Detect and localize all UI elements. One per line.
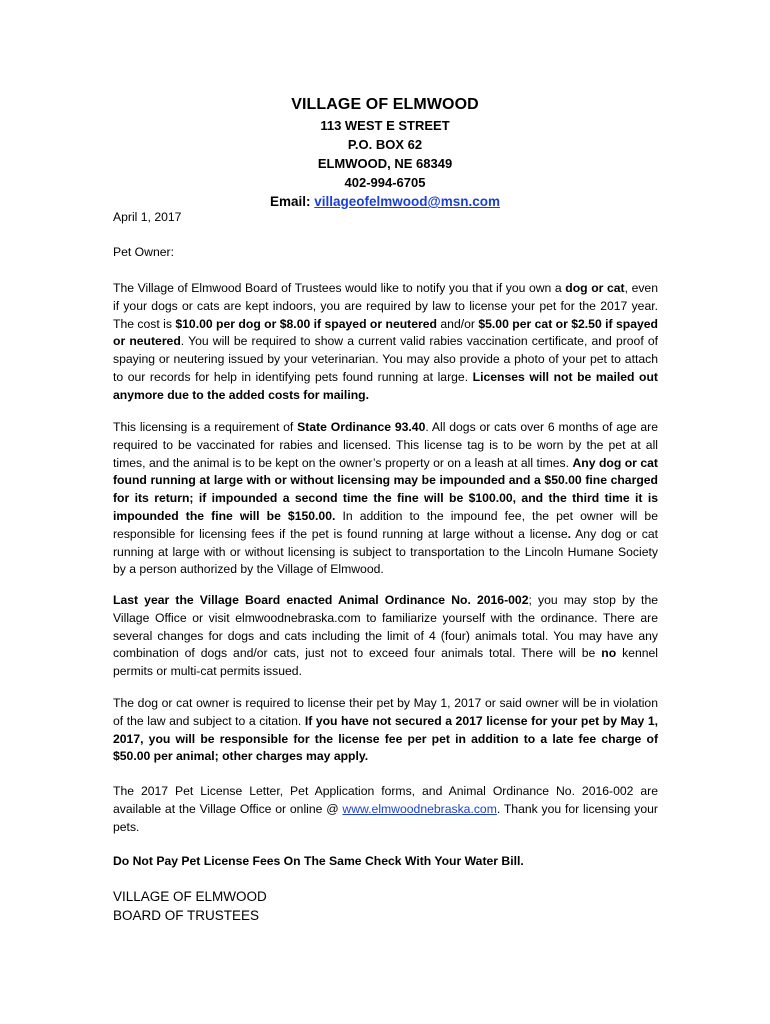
paragraph-deadline <box>113 695 658 766</box>
p2-text-3: In addition to the impound fee, the pet owner will be responsible for licensing fees if the pet is found running at large without a license <box>113 508 658 541</box>
email-link[interactable]: villageofelmwood@msn.com <box>314 194 500 209</box>
paragraph-state-ordinance <box>113 419 658 579</box>
salutation: Pet Owner: <box>113 245 174 259</box>
p5-text-2: . Thank you for licensing your pets. <box>113 801 658 834</box>
p4-bold-1: If you have not secured a 2017 license for your pet by May 1, 2017, you will be responsible for the license fee per pet in addition to a late fee charge of $50.00 per animal; other charges may apply. <box>113 713 658 764</box>
p2-bold-1: State Ordinance 93.40 <box>297 420 426 434</box>
p5-text-1: The 2017 Pet License Letter, Pet Application forms, and Animal Ordinance No. 2016-002 are available at the Village Office or online @ <box>113 784 658 816</box>
p2-bold-2: Any dog or cat found running at large with or without licensing may be impounded and a $50.00 fine charged for its return; if impounded a second time the fine will be $100.00, and the third time it is impounded the fine will be $150.00. <box>113 455 658 523</box>
p1-bold-2: $10.00 per dog or $8.00 if spayed or neutered <box>175 316 437 331</box>
p2-text-2: . All dogs or cats over 6 months of age are required to be vaccinated for rabies and licensed. This license tag is to be worn by the pet at all times, and the animal is to be kept on the owner’s property or on a leash at all times. <box>113 420 658 470</box>
signature-line-1: VILLAGE OF ELMWOOD <box>113 889 267 904</box>
p2-text-4: Any dog or cat running at large with or without licensing is subject to transportation to the Lincoln Humane Society by a person authorized by the Village of Elmwood. <box>113 526 658 577</box>
p3-text-2: kennel permits or multi-cat permits issued. <box>113 646 658 679</box>
water-bill-notice: Do Not Pay Pet License Fees On The Same Check With Your Water Bill. <box>113 854 524 868</box>
p2-text-1: This licensing is a requirement of <box>113 420 298 434</box>
website-link[interactable]: www.elmwoodnebraska.com <box>342 801 497 816</box>
letterhead-title: VILLAGE OF ELMWOOD <box>291 96 479 113</box>
paragraph-license-requirement <box>113 280 658 405</box>
letterhead-street: 113 WEST E STREET <box>320 118 450 133</box>
p1-text-1: The Village of Elmwood Board of Trustees would like to notify you that if you own a <box>113 281 566 295</box>
p3-bold-2: no <box>601 646 617 661</box>
p3-bold-1: Last year the Village Board enacted Animal Ordinance No. 2016-002 <box>113 593 529 607</box>
paragraph-availability <box>113 783 658 836</box>
p2-bold-3: . <box>567 526 572 541</box>
p3-text-1: ; you may stop by the Village Office or visit elmwoodnebraska.com to familiarize yourself with the ordinance. There are several changes for dogs and cats including the limit of 4 (four) animals total. You may have any combination of dogs and/or cats, just not to exceed four animals total. There will be <box>113 593 658 661</box>
letterhead-phone: 402-994-6705 <box>344 175 426 190</box>
letter-date: April 1, 2017 <box>113 210 182 224</box>
paragraph-animal-ordinance <box>113 592 658 681</box>
signature-line-2: BOARD OF TRUSTEES <box>113 908 260 923</box>
p1-text-2: , even if your dogs or cats are kept indoors, you are required by law to license your pet for the 2017 year. The cost is <box>113 281 658 331</box>
signature-block <box>113 887 267 925</box>
email-label: Email: <box>270 194 311 209</box>
letterhead <box>0 94 770 211</box>
p1-bold-1: dog or cat <box>565 281 625 295</box>
p1-text-4: . You will be required to show a current valid rabies vaccination certificate, and proof of spaying or neutering issued by your veterinarian. You may also provide a photo of your pet to attach to our records for help in identifying pets found running at large. <box>113 334 659 384</box>
p1-bold-3: $5.00 per cat or $2.50 if spayed or neutered <box>113 316 658 349</box>
p1-bold-4: Licenses will not be mailed out anymore due to the added costs for mailing. <box>113 369 658 402</box>
p4-text-1: The dog or cat owner is required to license their pet by May 1, 2017 or said owner will be in violation of the law and subject to a citation. <box>113 696 658 728</box>
letterhead-po-box: P.O. BOX 62 <box>347 137 423 152</box>
letterhead-city: ELMWOOD, NE 68349 <box>317 156 453 171</box>
p1-text-3: and/or <box>436 316 479 331</box>
